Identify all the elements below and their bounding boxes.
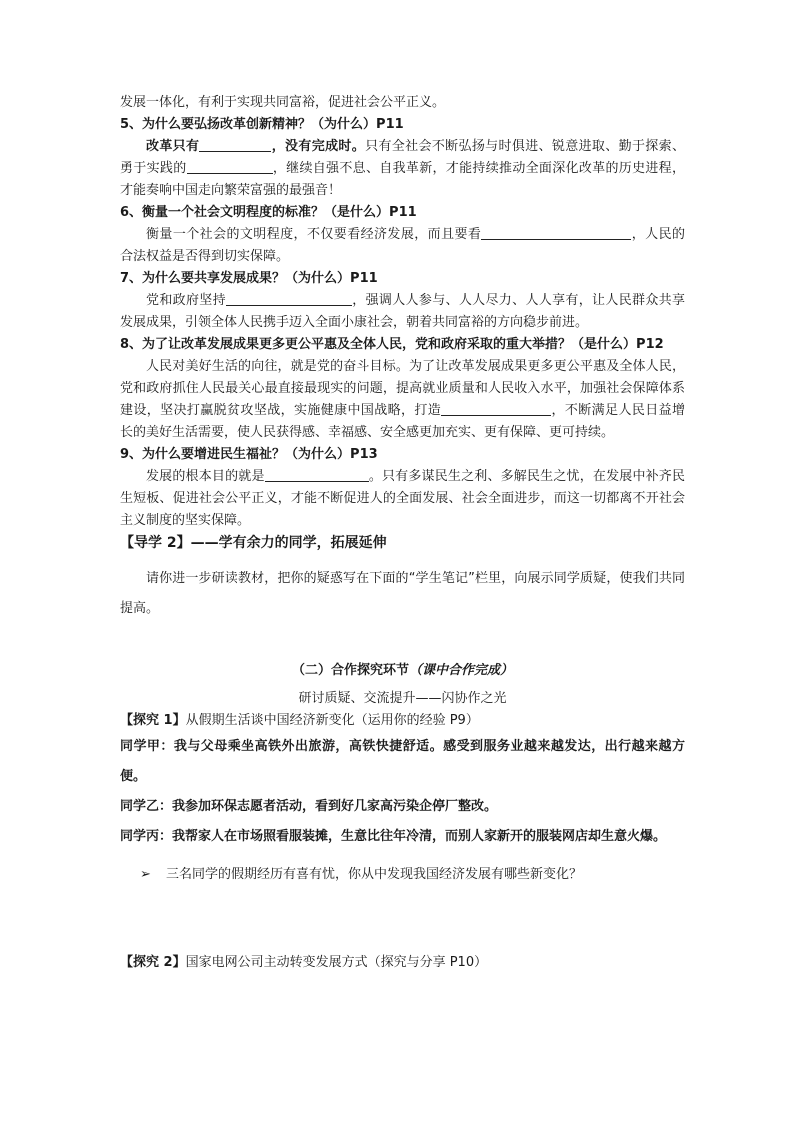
- q6-blank-1[interactable]: [481, 225, 631, 240]
- q9-a2: 。只有多谋民生之利、多解民生之忧，在发展中补齐民生短板、促进社会公平正义，才能不断促进人的全面发展、社会全面进步，而这一切都离不开社会主义制度的坚实保障。: [120, 469, 685, 528]
- explore2-label: 【探究 2】: [120, 955, 186, 970]
- section2-title-em: （课中合作完成）: [409, 663, 514, 678]
- guide2-text: 请你进一步研读教材，把你的疑惑写在下面的“学生笔记”栏里，向展示同学质疑，使我们共同提高。: [120, 571, 685, 616]
- section2-subtitle: 研讨质疑、交流提升——闪协作之光: [298, 691, 507, 706]
- explore1-student-a: 同学甲：我与父母乘坐高铁外出旅游，高铁快捷舒适。感受到服务业越来越发达，出行越来越方便。: [120, 739, 685, 784]
- q8-blank-1[interactable]: [441, 401, 551, 416]
- q7-title: 7、为什么要共享发展成果？（为什么）P11: [120, 271, 378, 286]
- q5-a1: 改革只有: [146, 139, 200, 154]
- q8-title: 8、为了让改革发展成果更多更公平惠及全体人民，党和政府采取的重大举措？（是什么）P12: [120, 337, 664, 352]
- explore2-heading: [120, 952, 685, 974]
- section2-title: [120, 660, 685, 682]
- explore1-student-b: 同学乙：我参加环保志愿者活动，看到好几家高污染企停厂整改。: [120, 799, 498, 814]
- explore1-heading: [120, 710, 685, 732]
- q7-blank-1[interactable]: [226, 291, 352, 306]
- q8-answer: [120, 356, 685, 444]
- q6-answer: [120, 224, 685, 268]
- intro-tail: 发展一体化，有利于实现共同富裕，促进社会公平正义。: [120, 95, 446, 110]
- explore1-question-text: 三名同学的假期经历有喜有忧，你从中发现我国经济发展有哪些新变化？: [166, 867, 583, 882]
- q5-blank-1[interactable]: [199, 137, 271, 152]
- explore1-label: 【探究 1】: [120, 713, 186, 728]
- q6-title: 6、衡量一个社会文明程度的标准？（是什么）P11: [120, 205, 417, 220]
- q7-answer: [120, 290, 685, 334]
- q5-answer: [120, 136, 685, 202]
- q5-a3: 只有全社会不断弘扬与时俱进、锐意进取、勤于探索、勇于实践的: [120, 139, 685, 176]
- explore2-title: 国家电网公司主动转变发展方式（探究与分享 P10）: [185, 955, 488, 970]
- document-page: [120, 92, 685, 974]
- arrow-bullet-icon: ➢: [140, 867, 151, 882]
- q8-a2: ，不断满足人民日益增长的美好生活需要，使人民获得感、幸福感、安全感更加充实、更有保障、更可持续。: [120, 403, 685, 440]
- q7-a2: ，强调人人参与、人人尽力、人人享有，让人民群众共享发展成果，引领全体人民携手迈入全面小康社会，朝着共同富裕的方向稳步前进。: [120, 293, 685, 330]
- q6-a2: ，人民的合法权益是否得到切实保障。: [120, 227, 685, 264]
- guide2-title: 【导学 2】——学有余力的同学，拓展延伸: [120, 535, 387, 551]
- q9-blank-1[interactable]: [265, 467, 369, 482]
- q9-a1: 发展的根本目的就是: [146, 469, 265, 484]
- explore1-title: 从假期生活谈中国经济新变化（运用你的经验 P9）: [185, 713, 479, 728]
- q9-answer: [120, 466, 685, 532]
- q6-a1: 衡量一个社会的文明程度，不仅要看经济发展，而且要看: [146, 227, 482, 242]
- q5-blank-2[interactable]: [187, 159, 273, 174]
- explore1-question: [120, 864, 685, 886]
- q7-a1: 党和政府坚持: [146, 293, 226, 308]
- section2-title-main: （二）合作探究环节: [291, 663, 409, 678]
- q5-a4: ，继续自强不息、自我革新，才能持续推动全面深化改革的历史进程，才能奏响中国走向繁荣富强的最强音！: [120, 161, 685, 198]
- q5-title: 5、为什么要弘扬改革创新精神？（为什么）P11: [120, 117, 404, 132]
- explore1-student-c: 同学丙：我帮家人在市场照看服装摊，生意比往年冷清，而别人家新开的服装网店却生意火爆。: [120, 829, 667, 844]
- q5-a2: ，没有完成时。: [271, 139, 366, 154]
- q8-a1: 人民对美好生活的向往，就是党的奋斗目标。为了让改革发展成果更多更公平惠及全体人民，党和政府抓住人民最关心最直接最现实的问题，提高就业质量和人民收入水平，加强社会保障体系建设，坚决打赢脱贫攻坚战，实施健康中国战略，打造: [120, 359, 685, 418]
- q9-title: 9、为什么要增进民生福祉？（为什么）P13: [120, 447, 378, 462]
